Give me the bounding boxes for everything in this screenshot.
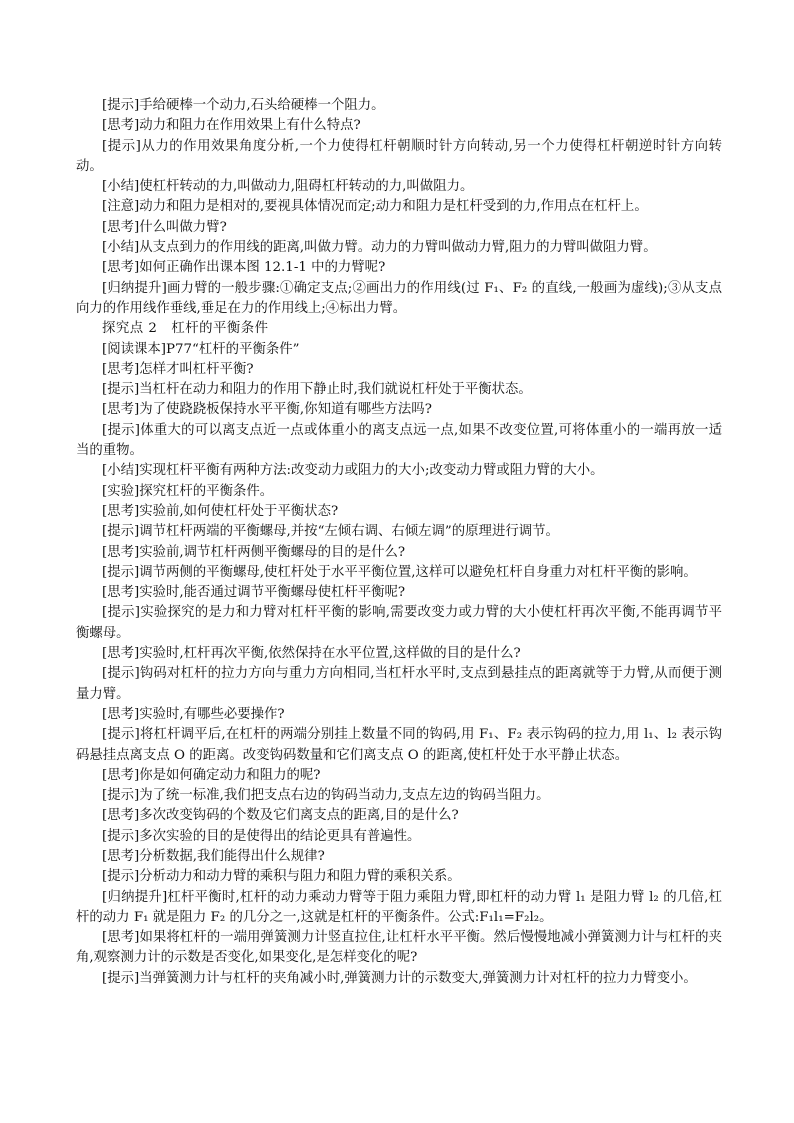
paragraph-23: [提示]实验探究的是力和力臂对杠杆平衡的影响,需要改变力或力臂的大小使杠杆再次平衡,不能再调节平衡螺母。	[76, 605, 722, 641]
paragraph-28: [思考]你是如何确定动力和阻力的呢?	[102, 767, 321, 783]
paragraph-31: [提示]多次实验的目的是使得出的结论更具有普遍性。	[102, 828, 421, 844]
paragraph-26: [思考]实验时,有哪些必要操作?	[102, 706, 285, 722]
paragraph-5: [注意]动力和阻力是相对的,要视具体情况而定;动力和阻力是杠杆受到的力,作用点在杠杆上。	[102, 199, 648, 215]
paragraph-34: [归纳提升]杠杆平衡时,杠杆的动力乘动力臂等于阻力乘阻力臂,即杠杆的动力臂 l₁ 是阻力臂 l₂ 的几倍,杠杆的动力 F₁ 就是阻力 F₂ 的几分之一,这就是杠杆的平衡条件。公式:F₁l₁=F₂l₂。	[76, 889, 722, 925]
paragraph-15: [提示]体重大的可以离支点近一点或体重小的离支点远一点,如果不改变位置,可将体重小的一端再放一适当的重物。	[76, 422, 722, 459]
paragraph-12: [思考]怎样才叫杠杆平衡?	[102, 361, 254, 377]
paragraph-29: [提示]为了统一标准,我们把支点右边的钩码当动力,支点左边的钩码当阻力。	[102, 788, 550, 804]
paragraph-36: [提示]当弹簧测力计与杠杆的夹角减小时,弹簧测力计的示数变大,弹簧测力计对杠杆的拉力力臂变小。	[102, 970, 697, 986]
section-heading-2: 探究点 2 杠杆的平衡条件	[102, 321, 269, 337]
paragraph-14: [思考]为了使跷跷板保持水平平衡,你知道有哪些方法吗?	[102, 402, 432, 418]
paragraph-3: [提示]从力的作用效果角度分析,一个力使得杠杆朝顺时针方向转动,另一个力使得杠杆朝逆时针方向转动。	[76, 138, 722, 174]
paragraph-24: [思考]实验时,杠杆再次平衡,依然保持在水平位置,这样做的目的是什么?	[102, 646, 521, 662]
paragraph-16: [小结]实现杠杆平衡有两种方法:改变动力或阻力的大小;改变动力臂或阻力臂的大小。	[102, 463, 604, 479]
paragraph-20: [思考]实验前,调节杠杆两侧平衡螺母的目的是什么?	[102, 544, 406, 560]
paragraph-2: [思考]动力和阻力在作用效果上有什么特点?	[102, 118, 361, 134]
paragraph-19: [提示]调节杠杆两端的平衡螺母,并按“左倾右调、右倾左调”的原理进行调节。	[102, 524, 559, 540]
paragraph-11: [阅读课本]P77“杠杆的平衡条件”	[102, 341, 300, 357]
paragraph-1: [提示]手给硬棒一个动力,石头给硬棒一个阻力。	[102, 98, 385, 113]
paragraph-6: [思考]什么叫做力臂?	[102, 219, 227, 235]
paragraph-18: [思考]实验前,如何使杠杆处于平衡状态?	[102, 503, 339, 519]
paragraph-8: [思考]如何正确作出课本图 12.1-1 中的力臂呢?	[102, 260, 386, 276]
paragraph-33: [提示]分析动力和动力臂的乘积与阻力和阻力臂的乘积关系。	[102, 869, 461, 885]
paragraph-25: [提示]钩码对杠杆的拉力方向与重力方向相同,当杠杆水平时,支点到悬挂点的距离就等于力臂,从而便于测量力臂。	[76, 666, 722, 702]
paragraph-22: [思考]实验时,能否通过调节平衡螺母使杠杆平衡呢?	[102, 585, 406, 601]
paragraph-32: [思考]分析数据,我们能得出什么规律?	[102, 848, 325, 864]
paragraph-9: [归纳提升]画力臂的一般步骤:①确定支点;②画出力的作用线(过 F₁、F₂ 的直线,一般画为虚线);③从支点向力的作用线作垂线,垂足在力的作用线上;④标出力臂。	[76, 280, 722, 316]
paragraph-35: [思考]如果将杠杆的一端用弹簧测力计竖直拉住,让杠杆水平平衡。然后慢慢地减小弹簧测力计与杠杆的夹角,观察测力计的示数是否变化,如果变化,是怎样变化的呢?	[76, 930, 722, 966]
paragraph-4: [小结]使杠杆转动的力,叫做动力,阻碍杠杆转动的力,叫做阻力。	[102, 179, 474, 195]
paragraph-21: [提示]调节两侧的平衡螺母,使杠杆处于水平平衡位置,这样可以避免杠杆自身重力对杠杆平衡的影响。	[102, 564, 697, 580]
paragraph-27: [提示]将杠杆调平后,在杠杆的两端分别挂上数量不同的钩码,用 F₁、F₂ 表示钩码的拉力,用 l₁、l₂ 表示钩码悬挂点离支点 O 的距离。改变钩码数量和它们离支点 O 的距离,使杠杆处于水平静止状态。	[76, 727, 722, 763]
paragraph-13: [提示]当杠杆在动力和阻力的作用下静止时,我们就说杠杆处于平衡状态。	[102, 382, 532, 398]
paragraph-30: [思考]多次改变钩码的个数及它们离支点的距离,目的是什么?	[102, 808, 459, 824]
page-content	[76, 96, 722, 989]
paragraph-17: [实验]探究杠杆的平衡条件。	[102, 483, 274, 499]
paragraph-7: [小结]从支点到力的作用线的距离,叫做力臂。动力的力臂叫做动力臂,阻力的力臂叫做阻力臂。	[102, 240, 657, 256]
